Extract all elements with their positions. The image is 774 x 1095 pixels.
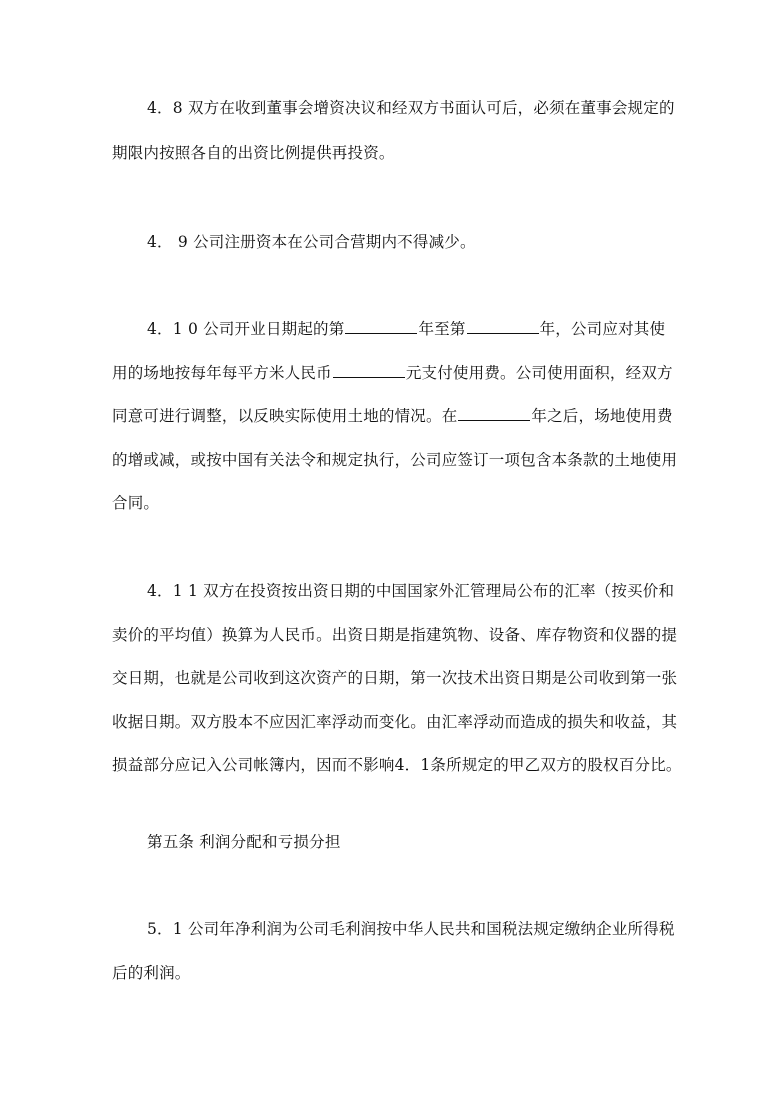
clause-4-11-line-2: 卖价的平均值）换算为人民币。出资日期是指建筑物、设备、库存物资和仪器的提	[112, 626, 678, 644]
clause-4-10-text-d: 用的场地按每年每平方米人民币	[112, 364, 332, 382]
clause-4-8-line-1: 4．8 双方在收到董事会增资决议和经双方书面认可后，必须在董事会规定的	[147, 99, 675, 117]
clause-5-1-line-2: 后的利润。	[112, 964, 191, 982]
clause-4-10-text-g: 年之后，场地使用费	[531, 407, 673, 425]
clause-4-8-line-2: 期限内按照各自的出资比例提供再投资。	[112, 144, 395, 162]
clause-4-10-line-4: 的增或减，或按中国有关法令和规定执行，公司应签订一项包含本条款的土地使用	[112, 451, 678, 469]
clause-4-10-line-2	[112, 363, 673, 383]
clause-4-10-text-e: 元支付使用费。公司使用面积，经双方	[405, 364, 673, 382]
clause-4-11-line-4: 收据日期。双方股本不应因汇率浮动而变化。由汇率浮动而造成的损失和收益，其	[112, 713, 678, 731]
clause-4-11-line-5: 损益部分应记入公司帐簿内，因而不影响4．1条所规定的甲乙双方的股权百分比。	[112, 756, 682, 774]
clause-4-11-line-3: 交日期，也就是公司收到这次资产的日期，第一次技术出资日期是公司收到第一张	[112, 669, 678, 687]
fill-in-blank	[333, 363, 405, 378]
clause-4-9-line-1: 4． 9 公司注册资本在公司合营期内不得减少。	[147, 233, 476, 251]
clause-4-10-line-5: 合同。	[112, 494, 160, 512]
article-5-heading: 第五条 利润分配和亏损分担	[147, 833, 341, 851]
clause-4-10-text-c: 年，公司应对其使	[539, 320, 666, 338]
clause-4-11-line-1: 4．1 1 双方在投资按出资日期的中国国家外汇管理局公布的汇率（按买价和	[147, 582, 675, 600]
fill-in-blank	[458, 406, 530, 421]
clause-4-10-text-f: 同意可进行调整，以反映实际使用土地的情况。在	[112, 407, 458, 425]
clause-4-10-text-a: 4．1 0 公司开业日期起的第	[147, 320, 345, 338]
clause-4-10-text-b: 年至第	[418, 320, 466, 338]
clause-4-10-line-3	[112, 406, 673, 426]
fill-in-blank	[467, 319, 539, 334]
clause-4-10-line-1	[147, 319, 665, 339]
fill-in-blank	[345, 319, 417, 334]
clause-5-1-line-1: 5．1 公司年净利润为公司毛利润按中华人民共和国税法规定缴纳企业所得税	[147, 920, 675, 938]
